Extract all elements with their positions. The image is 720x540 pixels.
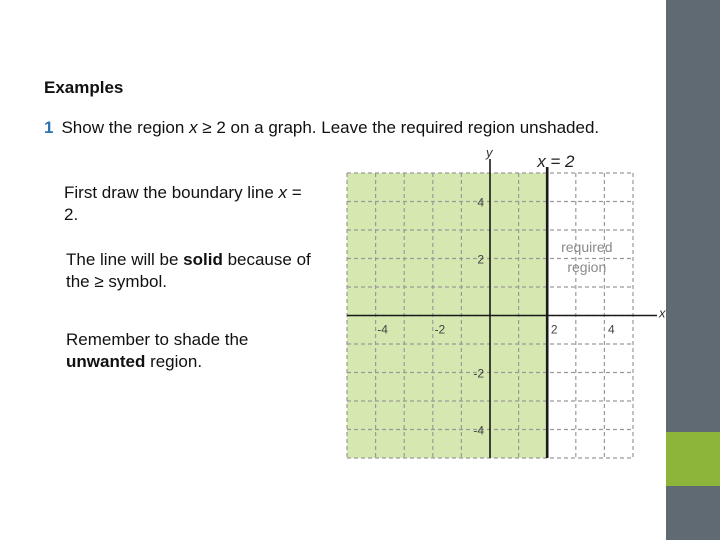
y-tick-label: -2 (473, 366, 484, 381)
y-tick-label: 2 (477, 252, 484, 267)
y-axis-label: y (486, 145, 493, 160)
x-axis-label: x (659, 305, 666, 321)
x-tick-label: -4 (377, 322, 388, 337)
x-tick-label: 4 (608, 322, 615, 337)
y-tick-label: -4 (473, 423, 484, 438)
instruction-boundary-text-a: First draw the boundary line (64, 183, 279, 202)
instruction-solid-text-b: because of the ≥ symbol. (66, 250, 311, 291)
boundary-line-label: x = 2 (537, 152, 575, 171)
instruction-boundary-var: x (278, 183, 287, 202)
question-text-a: Show the region (61, 118, 190, 137)
question-number: 1 (44, 118, 54, 137)
instruction-shade-text-a: Remember to shade the (66, 330, 249, 349)
question-text-b: ≥ 2 on a graph. Leave the required region unshaded. (197, 118, 600, 137)
heading: Examples (44, 78, 124, 97)
instruction-boundary-text-b: = 2. (64, 183, 302, 224)
region-label-line2: region (567, 259, 607, 275)
instruction-shade-bold: unwanted (66, 352, 146, 371)
instruction-solid-text-a: The line will be (66, 250, 184, 269)
x-tick-label: 2 (550, 322, 558, 337)
instruction-shade-text-b: region. (145, 352, 203, 371)
question-var-x: x (189, 118, 198, 137)
region-label-line1: required (561, 239, 613, 255)
y-tick-label: 4 (477, 195, 484, 210)
x-tick-label: -2 (434, 322, 446, 337)
instruction-solid-bold: solid (183, 250, 223, 269)
